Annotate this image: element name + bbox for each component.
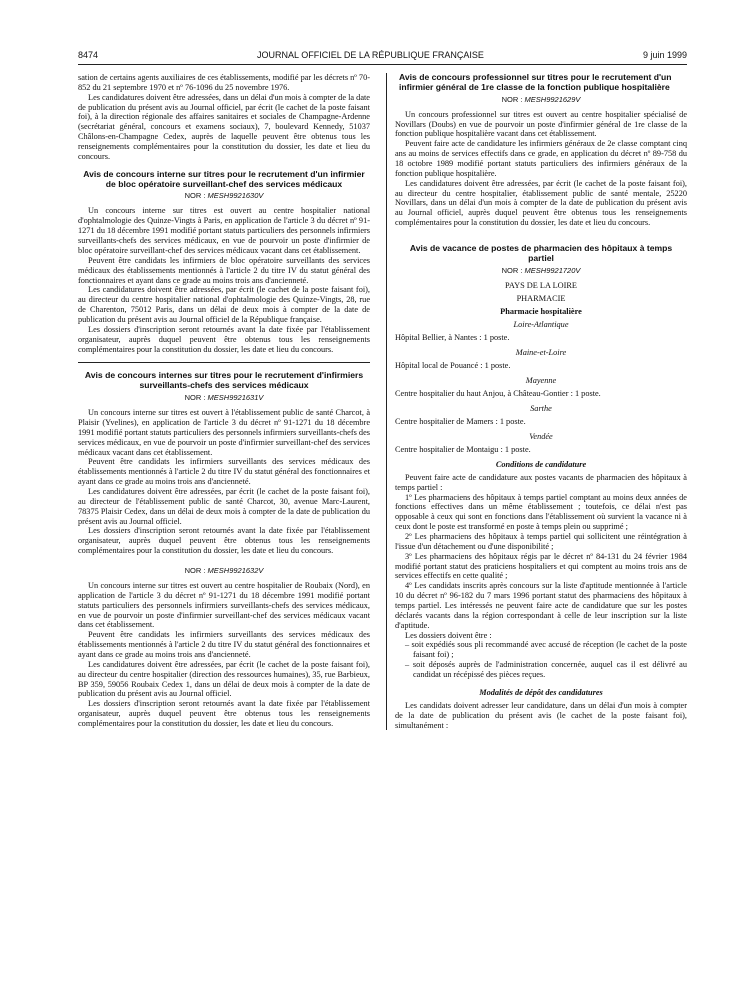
nor-reference: NOR : MESH9921720V xyxy=(501,265,581,275)
subcategory-heading: Pharmacie hospitalière xyxy=(500,306,582,316)
department-heading: Loire-Atlantique xyxy=(513,319,569,329)
paragraph: Les dossiers doivent être : xyxy=(405,630,492,640)
paragraph: Un concours interne sur titres est ouvert au centre hospitalier national d'ophtalmologie des Quinze-Vingts à Paris, en application de l'article 3 du décret nº 91-1271 du 18 décembre 1991 modifié portant statuts particuliers des personnels infirmiers surveillants-chefs des services médicaux, en vue de pourvoir un poste d'infirmier de bloc opératoire surveillant-chef des services médicaux vacant dans cet établissement. xyxy=(78,206,370,255)
list-item: – soit expédiés sous pli recommandé avec accusé de réception (le cachet de la poste faisant foi) ; xyxy=(405,640,687,660)
vacancy-entry: Centre hospitalier du haut Anjou, à Château-Gontier : 1 poste. xyxy=(395,388,601,398)
vacancy-entry: Hôpital Bellier, à Nantes : 1 poste. xyxy=(395,332,510,342)
vacancy-entry: Hôpital local de Pouancé : 1 poste. xyxy=(395,360,511,370)
paragraph: Les candidatures doivent être adressées, par écrit (le cachet de la poste faisant foi), au directeur du centre hospitalier national d'ophtalmologie des Quinze-Vingts, 28, rue de Charenton, 75012 Paris, dans un délai de deux mois à compter de la date de publication du présent avis au Journal officiel de la République française. xyxy=(78,285,370,324)
category-heading: PHARMACIE xyxy=(516,293,566,303)
department-heading: Vendée xyxy=(529,431,553,441)
paragraph: Les dossiers d'inscription seront retournés avant la date fixée par l'établissement organisateur, auprès duquel peuvent être obtenus tous les renseignements complémentaires pour la constitution du dossier, les date et lieu du concours. xyxy=(78,526,370,556)
paragraph: Peuvent faire acte de candidature aux postes vacants de pharmacien des hôpitaux à temps partiel : xyxy=(395,472,687,492)
paragraph: Peuvent être candidats les infirmiers surveillants des services médicaux des établissements mentionnés à l'article 2 du titre IV du statut général des fonctionnaires et ayant dans ce grade au moins trois ans d'ancienneté. xyxy=(78,457,370,487)
paragraph: Un concours interne sur titres est ouvert à l'établissement public de santé Charcot, à Plaisir (Yvelines), en application de l'article 3 du décret nº 91-1271 du 18 décembre 1991 modifié portant statuts particuliers des personnels infirmiers surveillants-chefs des services médicaux, en vue de pourvoir un poste d'infirmier surveillant-chef des services médicaux vacant dans cet établissement. xyxy=(78,408,370,457)
vacancy-entry: Centre hospitalier de Mamers : 1 poste. xyxy=(395,416,526,426)
left-column xyxy=(78,73,370,730)
two-column-body xyxy=(78,73,687,730)
section-heading: Avis de concours internes sur titres pour le recrutement d'infirmiers surveillants-chefs des services médicaux xyxy=(84,370,364,391)
region-heading: PAYS DE LA LOIRE xyxy=(505,280,577,290)
nor-reference: NOR : MESH9921631V xyxy=(184,393,264,403)
paragraph: sation de certains agents auxiliaires de ces établissements, modifié par les décrets nº 70-852 du 21 septembre 1970 et nº 76-1096 du 25 novembre 1976. xyxy=(78,73,370,92)
divider xyxy=(78,362,370,363)
right-column xyxy=(386,73,687,730)
page-header xyxy=(78,50,687,65)
paragraph: 3º Les pharmaciens des hôpitaux régis par le décret nº 84-131 du 24 février 1984 modifié portant statut des praticiens hospitaliers et qui comptent au moins trois ans de services effectifs en cette qualité ; xyxy=(395,551,687,581)
section-heading: Avis de concours interne sur titres pour le recrutement d'un infirmier de bloc opératoire surveillant-chef des services médicaux xyxy=(83,168,365,189)
paragraph: 1º Les pharmaciens des hôpitaux à temps partiel comptant au moins deux années de fonctions effectives dans un même établissement ; toutefois, ce délai n'est pas opposable à ceux qui sont en fonctions dans l'établissement où survient la vacance ni à ceux dont le poste est transformé en poste à temps plein ou supprimé ; xyxy=(395,492,687,532)
department-heading: Maine-et-Loire xyxy=(515,347,567,357)
department-heading: Mayenne xyxy=(525,375,557,385)
paragraph: Les dossiers d'inscription seront retournés avant la date fixée par l'établissement organisateur, auprès duquel peuvent être obtenus tous les renseignements complémentaires pour la constitution du dossier, les date et lieu du concours. xyxy=(78,324,370,354)
paragraph: Les candidatures doivent être adressées, dans un délai d'un mois à compter de la date de publication du présent avis au Journal officiel, par écrit (le cachet de la poste faisant foi), à la direction régionale des affaires sanitaires et sociales de Champagne-Ardenne (secrétariat général, concours et examens sociaux), 7, boulevard Kennedy, 51037 Châlons-en-Champagne Cedex, auprès de laquelle peuvent être obtenus tous les renseignements complémentaires pour la constitution du dossier, les date et lieu du concours. xyxy=(78,92,370,161)
department-heading: Sarthe xyxy=(530,403,552,413)
subsection-heading: Modalités de dépôt des candidatures xyxy=(479,687,603,697)
paragraph: Les candidatures doivent être adressées, par écrit (le cachet de la poste faisant foi), au directeur du centre hospitalier (direction des ressources humaines), 35, rue Barbieux, BP 359, 59056 Roubaix Cedex 1, dans un délai de deux mois à compter de la date de publication du présent avis au Journal officiel. xyxy=(78,659,370,699)
paragraph: 4º Les candidats inscrits après concours sur la liste d'aptitude mentionnée à l'article 10 du décret nº 96-182 du 7 mars 1996 portant statut des pharmaciens des hôpitaux à temps partiel. Les intéressés ne peuvent faire acte de candidature que sur les postes déclarés vacants dans la région correspondant à celle de leur inscription sur la liste d'aptitude. xyxy=(395,581,687,630)
paragraph: Les candidatures doivent être adressées, par écrit (le cachet de la poste faisant foi), au directeur du centre hospitalier, établissement public de santé mentale, 25220 Novillars, dans un délai d'un mois à compter de la date de publication du présent avis au Journal officiel, auprès duquel peuvent être obtenus tous les renseignements complémentaires pour la constitution du dossier, les date et lieu du concours. xyxy=(395,178,687,228)
paragraph: Un concours professionnel sur titres est ouvert au centre hospitalier spécialisé de Novillars (Doubs) en vue de pourvoir un poste d'infirmier général de 1re classe de la fonction publique hospitalière vacant dans cet établissement. xyxy=(395,109,687,139)
section-heading: Avis de vacance de postes de pharmacien des hôpitaux à temps partiel xyxy=(409,243,673,263)
page-number: 8474 xyxy=(78,50,99,60)
vacancy-entry: Centre hospitalier de Montaigu : 1 poste. xyxy=(395,444,531,454)
paragraph: Peuvent être candidats les infirmiers de bloc opératoire surveillants des services médicaux des établissements mentionnés à l'article 2 du titre IV du statut général des fonctionnaires et ayant dans ce grade au moins trois ans d'ancienneté. xyxy=(78,255,370,285)
paragraph: 2º Les pharmaciens des hôpitaux à temps partiel qui sollicitent une réintégration à l'issue d'un détachement ou d'une disponibilité ; xyxy=(395,531,687,551)
nor-reference: NOR : MESH9921629V xyxy=(501,94,581,104)
paragraph: Un concours interne sur titres est ouvert au centre hospitalier de Roubaix (Nord), en application de l'article 3 du décret nº 91-1271 du 18 décembre 1991 modifié portant statuts particuliers des personnels infirmiers surveillants-chefs des services médicaux, en vue de pourvoir un poste d'infirmier surveillant-chef des services médicaux vacant dans cet établissement. xyxy=(78,581,370,630)
paragraph: Les dossiers d'inscription seront retournés avant la date fixée par l'établissement organisateur, auprès duquel peuvent être obtenus tous les renseignements complémentaires pour la constitution du dossier, les date et lieu du concours. xyxy=(78,699,370,729)
paragraph: Les candidatures doivent être adressées, par écrit (le cachet de la poste faisant foi), au directeur de l'établissement public de santé Charcot, 30, avenue Marc-Laurent, 78375 Plaisir Cedex, dans un délai de deux mois à compter de la date de publication du présent avis au Journal officiel. xyxy=(78,487,370,526)
nor-reference: NOR : MESH9921632V xyxy=(184,566,264,576)
paragraph: Peuvent faire acte de candidature les infirmiers généraux de 2e classe comptant cinq ans au moins de services effectifs dans ce grade, en application du décret nº 89-758 du 18 octobre 1989 modifié portant statuts particuliers des infirmiers généraux de la fonction publique hospitalière. xyxy=(395,139,687,178)
nor-reference: NOR : MESH9921630V xyxy=(184,191,264,201)
subsection-heading: Conditions de candidature xyxy=(495,459,587,469)
list-item: – soit déposés auprès de l'administration concernée, auquel cas il est délivré au candidat un récépissé des pièces reçues. xyxy=(405,660,687,679)
issue-date: 9 juin 1999 xyxy=(642,50,687,60)
section-heading: Avis de concours professionnel sur titres pour le recrutement d'un infirmier général de 1re classe de la fonction publique hospitalière xyxy=(399,72,672,92)
paragraph: Peuvent être candidats les infirmiers surveillants des services médicaux des établissements mentionnés à l'article 2 du titre IV du statut général des fonctionnaires et ayant dans ce grade au moins trois ans d'ancienneté. xyxy=(78,630,370,660)
journal-title: JOURNAL OFFICIEL DE LA RÉPUBLIQUE FRANÇAISE xyxy=(257,50,484,60)
dossier-list xyxy=(395,640,687,679)
paragraph: Les candidats doivent adresser leur candidature, dans un délai d'un mois à compter de la date de publication du présent avis (le cachet de la poste faisant foi), simultanément : xyxy=(395,700,687,730)
